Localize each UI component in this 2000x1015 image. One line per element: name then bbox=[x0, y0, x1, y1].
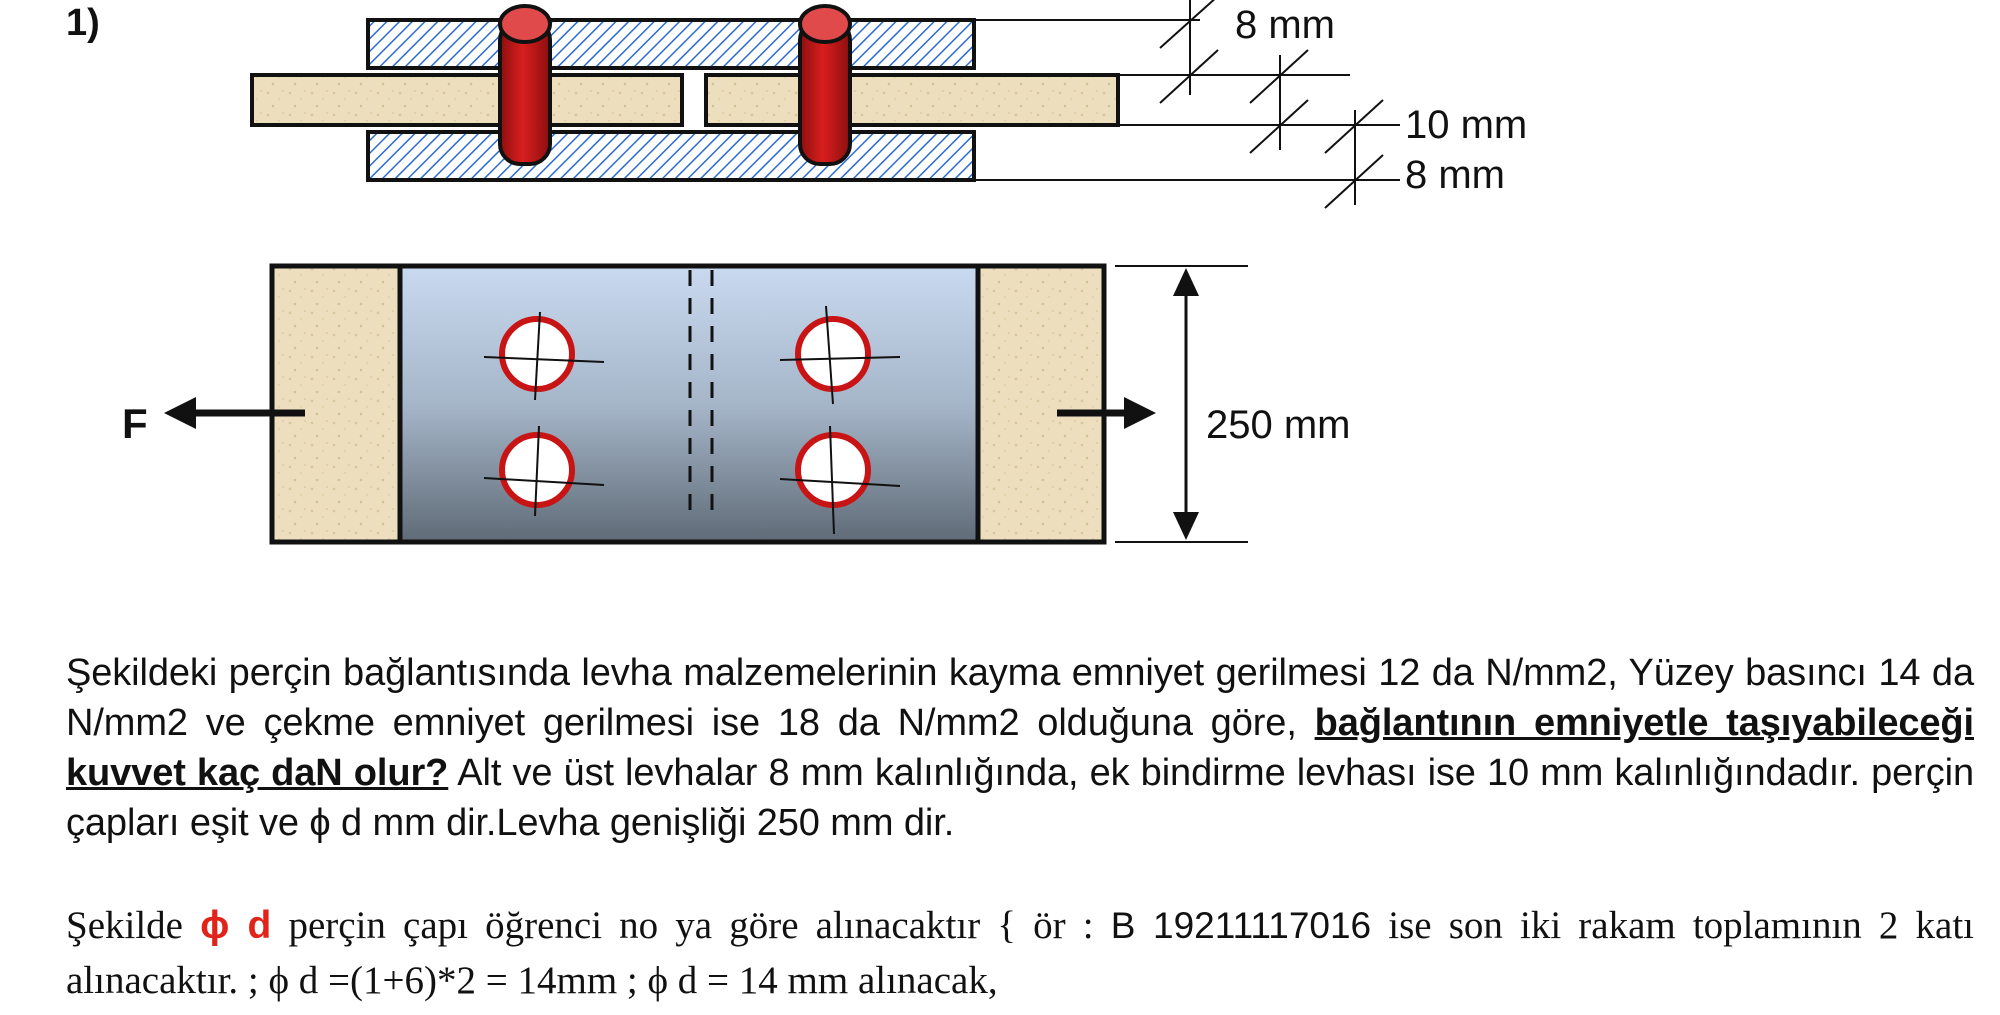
left-main-plate bbox=[252, 75, 682, 125]
top-cover-plate bbox=[368, 20, 974, 68]
bottom-cover-plate bbox=[368, 132, 974, 180]
rivet-diameter-note bbox=[66, 898, 1974, 1008]
problem-statement bbox=[66, 648, 1974, 848]
right-plate-plan bbox=[978, 266, 1104, 542]
dim-bottom-cover: 8 mm bbox=[1405, 153, 1505, 197]
problem-number: 1) bbox=[66, 2, 100, 44]
statement-text-a: Şekildeki perçin bağlantısında levha malzemelerinin kayma emniyet gerilmesi 12 da N/mm2, Yüzey basıncı 14 da N/mm2 ve çekme emniyet gerilmesi ise 18 da N/mm2 olduğuna göre, bbox=[66, 652, 1974, 744]
note-prefix: Şekilde bbox=[66, 904, 201, 947]
plan-view bbox=[122, 266, 1351, 542]
force-label: F bbox=[122, 400, 148, 447]
section-view bbox=[252, 0, 1527, 208]
statement-text-b: Alt ve üst levhalar 8 mm kalınlığında, ek bindirme levhası ise 10 mm kalınlığındadır. perçin çapları eşit ve ϕ d mm dir.Levha genişliği 250 mm dir. bbox=[66, 752, 1974, 844]
rivet-left bbox=[500, 6, 550, 164]
question-text: bağlantının emniyetle taşıyabileceği kuvvet kaç daN olur? bbox=[66, 702, 1974, 794]
dim-width: 250 mm bbox=[1206, 403, 1351, 447]
rivet-right bbox=[800, 6, 850, 164]
right-main-plate bbox=[706, 75, 1118, 125]
dim-middle-plate: 10 mm bbox=[1405, 103, 1528, 147]
width-arrow-top bbox=[1173, 268, 1199, 296]
note-text-a: perçin çapı öğrenci no ya göre alınacaktır { ör : bbox=[271, 904, 1111, 947]
phi-d-symbol: ϕ d bbox=[200, 904, 272, 947]
left-plate-plan bbox=[272, 266, 400, 542]
note-text-b: ise son iki rakam toplamının 2 katı alınacaktır. ; ϕ d =(1+6)*2 = 14mm ; ϕ d = 14 mm alınacak, bbox=[66, 904, 1975, 1002]
width-arrow-bottom bbox=[1173, 512, 1199, 540]
example-student-no: B 19211117016 bbox=[1110, 905, 1372, 946]
dim-top-cover: 8 mm bbox=[1235, 3, 1335, 47]
